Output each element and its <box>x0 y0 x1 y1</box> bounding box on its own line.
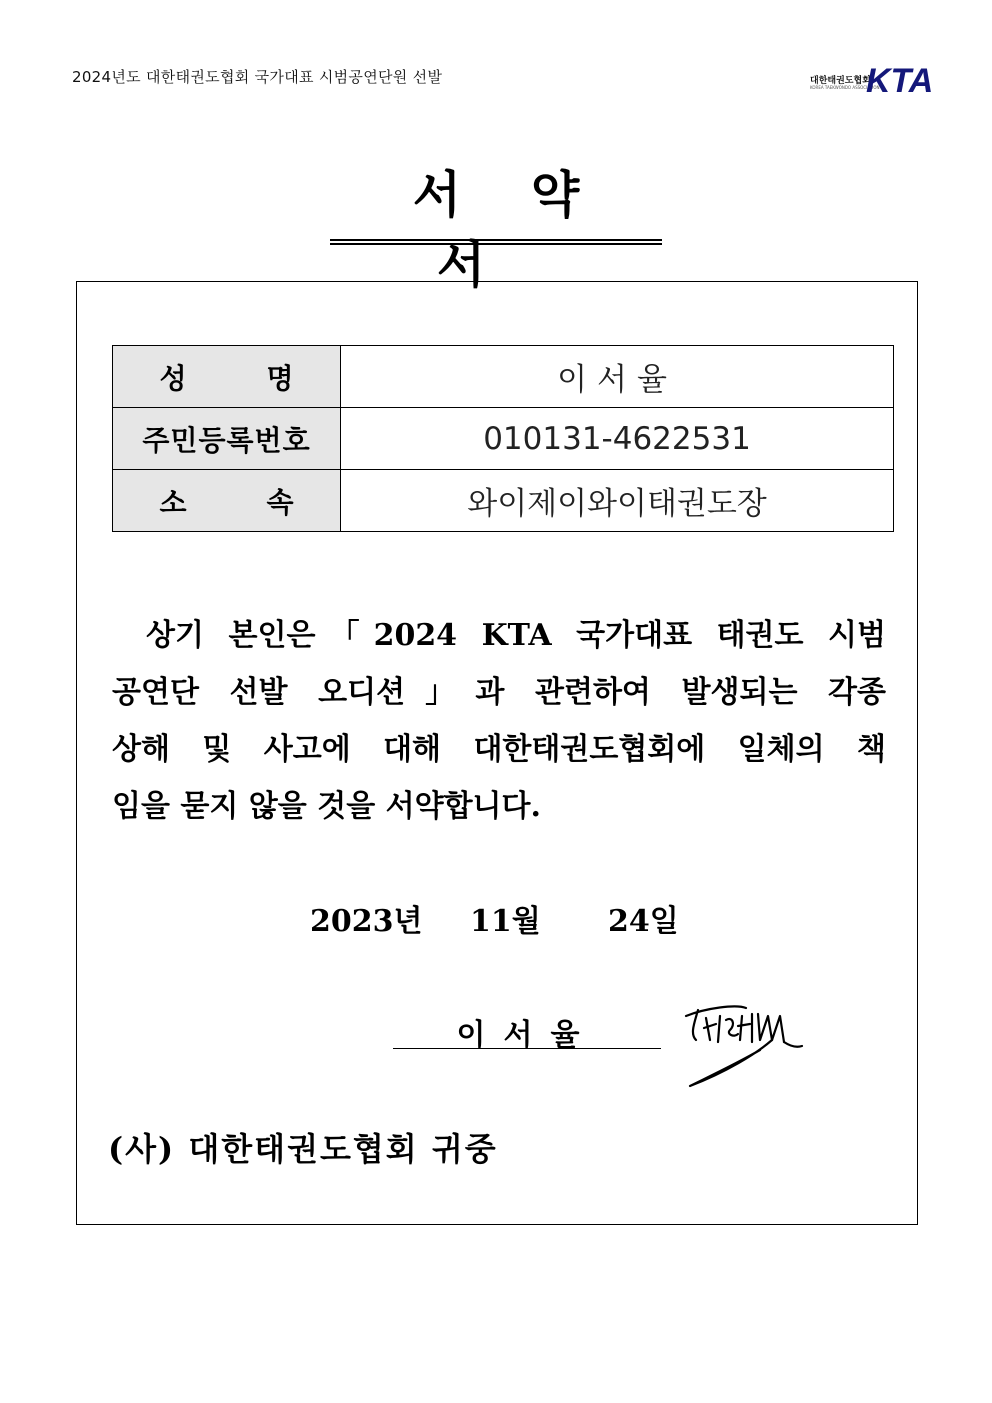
table-row <box>113 408 894 470</box>
table-row <box>113 470 894 532</box>
handwritten-signature-icon <box>676 994 816 1094</box>
addressee: (사) 대한태권도협회 귀중 <box>108 1130 498 1168</box>
pledge-line: 상기 본인은「2024 KTA 국가대표 태권도 시범 <box>146 618 886 653</box>
name-label: 성명 <box>159 361 374 395</box>
date-year: 2023년 <box>310 904 423 939</box>
header-text: 2024년도 대한태권도협회 국가대표 시범공연단원 선발 <box>72 68 443 86</box>
id-number-value: 010131-4622531 <box>483 420 751 457</box>
affiliation-value: 와이제이와이태권도장 <box>467 486 767 522</box>
pledge-line: 상해 및 사고에 대해 대한태권도협회에 일체의 책 <box>112 732 886 767</box>
logo-mark-text: KTA <box>866 62 934 100</box>
document-title: 서약서 <box>412 165 650 294</box>
name-label-cell <box>113 346 374 408</box>
info-table <box>112 345 894 532</box>
id-number-label: 주민등록번호 <box>142 423 311 457</box>
id-number-label-cell <box>113 408 341 470</box>
affiliation-label-cell <box>113 470 374 532</box>
pledge-line: 임을 묻지 않을 것을 서약합니다. <box>112 789 541 824</box>
logo-korean-text: 대한태권도협회 <box>810 76 871 86</box>
logo-english-text: KOREA TAEKWONDO ASSOCIATION <box>810 85 880 90</box>
affiliation-label: 소속 <box>159 485 374 519</box>
id-number-value-cell <box>341 408 894 470</box>
date-month: 11월 <box>470 904 541 939</box>
table-row <box>113 346 894 408</box>
kta-logo <box>810 60 934 100</box>
name-value-cell <box>341 346 894 408</box>
signer-name: 이서율 <box>456 1018 598 1053</box>
pledge-body <box>112 607 886 835</box>
title-underline <box>330 239 662 245</box>
pledge-line: 공연단 선발 오디션」과 관련하여 발생되는 각종 <box>112 675 886 710</box>
date-day: 24일 <box>608 904 679 939</box>
affiliation-value-cell <box>341 470 894 532</box>
name-value: 이서율 <box>557 362 677 398</box>
kta-logo-mark-icon <box>866 62 934 100</box>
signature-line <box>393 1048 661 1049</box>
